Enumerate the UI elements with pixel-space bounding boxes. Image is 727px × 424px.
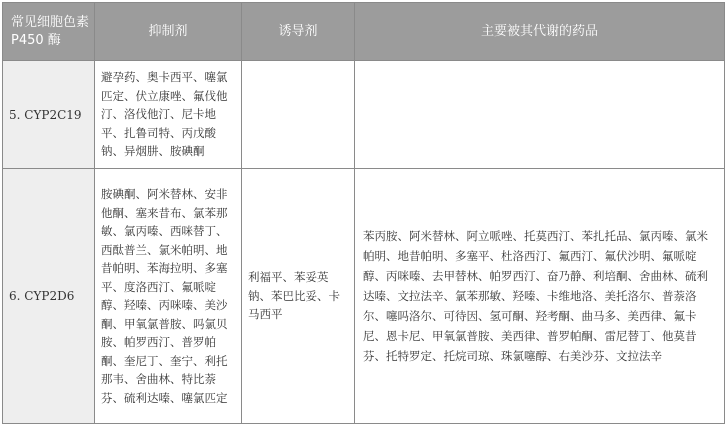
header-enzyme: 常见细胞色素 P450 酶 (3, 3, 95, 61)
inhibitors-cell: 避孕药、奥卡西平、噻氯匹定、伏立康唑、氟伐他汀、洛伐他汀、尼卡地平、扎鲁司特、丙戊酸钠、异烟肼、胺碘酮 (95, 61, 242, 169)
substrates-cell: 苯丙胺、阿米替林、阿立哌唑、托莫西汀、苯扎托品、氯丙嗪、氯米帕明、地昔帕明、多塞平、杜洛西汀、氟西汀、氟伏沙明、氟哌啶醇、丙咪嗪、去甲替林、帕罗西汀、奋乃静、利培酮、舍曲林、硫利达嗪、文拉法辛、氯苯那敏、羟嗪、卡维地洛、美托洛尔、普萘洛尔、噻吗洛尔、可待因、氢可酮、羟考酮、曲马多、美西律、氟卡尼、恩卡尼、甲氧氯普胺、美西律、普罗帕酮、雷尼替丁、他莫昔芬、托特罗定、托烷司琼、珠氯噻醇、右美沙芬、文拉法辛 (355, 169, 725, 424)
table-row (3, 169, 725, 424)
inducers-cell (242, 61, 355, 169)
enzyme-name: 5. CYP2C19 (3, 61, 95, 169)
enzyme-name: 6. CYP2D6 (3, 169, 95, 424)
inducers-cell: 利福平、苯妥英钠、苯巴比妥、卡马西平 (242, 169, 355, 424)
header-inducers: 诱导剂 (242, 3, 355, 61)
table-row (3, 61, 725, 169)
drug-interaction-table (2, 2, 725, 424)
inhibitors-cell: 胺碘酮、阿米替林、安非他酮、塞来昔布、氯苯那敏、氯丙嗪、西咪替丁、西酞普兰、氯米帕明、地昔帕明、苯海拉明、多塞平、度洛西汀、氟哌啶醇、羟嗪、丙咪嗪、美沙酮、甲氧氯普胺、吗氯贝胺、帕罗西汀、普罗帕酮、奎尼丁、奎宁、利托那韦、舍曲林、特比萘芬、硫利达嗪、噻氯匹定 (95, 169, 242, 424)
header-substrates: 主要被其代谢的药品 (355, 3, 725, 61)
substrates-cell (355, 61, 725, 169)
header-inhibitors: 抑制剂 (95, 3, 242, 61)
header-row (3, 3, 725, 61)
